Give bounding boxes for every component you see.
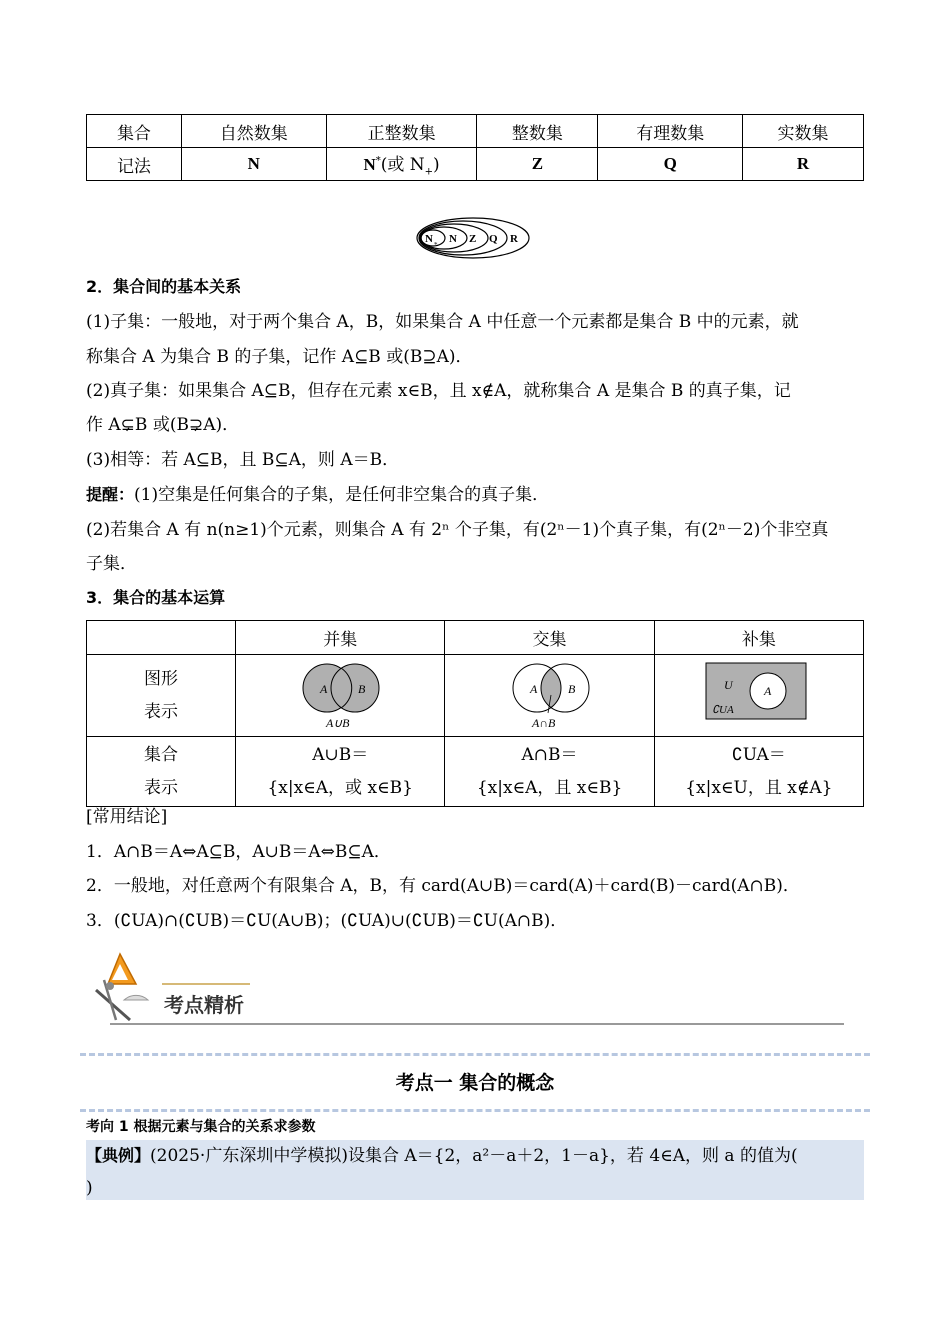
section-title: 考点一 集合的概念 — [395, 1072, 555, 1094]
nest-label: R — [510, 233, 518, 245]
complement-diagram-cell — [654, 655, 863, 737]
row-label — [87, 737, 236, 807]
row-label-line: 集合 — [144, 744, 179, 765]
table-row — [87, 621, 864, 655]
example-text: (2025·广东深圳中学模拟)设集合 A＝{2，a²－a＋2，1－a}，若 4∈A，则 a 的值为( — [150, 1146, 798, 1166]
nest-label: Z — [469, 233, 477, 245]
nest-label: N — [449, 233, 457, 245]
table-header-cell: 正整数集 — [326, 115, 477, 148]
subheading: 考向 1 根据元素与集合的关系求参数 — [86, 1119, 316, 1135]
table-header-cell: 自然数集 — [181, 115, 326, 148]
table-row — [87, 148, 864, 181]
table-header-cell: 整数集 — [477, 115, 598, 148]
nested-sets-diagram — [416, 216, 531, 260]
positive-integer-notation — [326, 148, 477, 181]
conclusions-title: [常用结论] — [86, 807, 168, 827]
example-line: ) — [86, 1178, 93, 1198]
table-row — [87, 115, 864, 148]
paragraph: (3)相等：若 A⊆B，且 B⊆A，则 A＝B． — [86, 450, 400, 470]
complement-definition — [654, 737, 863, 807]
nest-label: Q — [489, 233, 498, 245]
paragraph — [86, 478, 866, 512]
section-heading: 2．集合间的基本关系 — [86, 277, 242, 296]
table-header-cell: 实数集 — [743, 115, 864, 148]
union-venn-diagram — [280, 655, 400, 731]
union-definition — [236, 737, 445, 807]
row-label-line: 图形 — [144, 668, 179, 689]
example-label: 【典例】 — [86, 1146, 151, 1165]
section-heading: 3．集合的基本运算 — [86, 588, 226, 607]
venn-caption: A∪B — [326, 716, 350, 730]
paragraph: 称集合 A 为集合 B 的子集，记作 A⊆B 或(B⊇A)． — [86, 347, 473, 367]
table-header-cell: 集合 — [87, 115, 182, 148]
table-row — [87, 737, 864, 807]
banner-title: 考点精析 — [164, 993, 244, 1017]
intersection-diagram-cell — [445, 655, 654, 737]
definition-line: ∁UA＝ — [731, 744, 786, 765]
table-header-cell — [87, 621, 236, 655]
venn-label-b: B — [358, 682, 366, 696]
posint-sub: + — [424, 166, 434, 178]
posint-rest: (或 N — [380, 155, 425, 176]
conclusion-item: 2．一般地，对任意两个有限集合 A，B，有 card(A∪B)＝card(A)＋card(B)－card(A∩B)． — [86, 876, 800, 896]
venn-label-a: A — [763, 684, 772, 698]
section-banner — [90, 950, 850, 1030]
drafting-tools-icon — [96, 954, 148, 1020]
row-label-line: 表示 — [144, 701, 179, 722]
union-diagram-cell — [236, 655, 445, 737]
operations-table — [86, 620, 864, 807]
row-label-line: 表示 — [144, 777, 179, 798]
definition-line: {x|x∈A，或 x∈B} — [267, 777, 413, 798]
venn-caption: A∩B — [531, 716, 555, 730]
intersection-venn-diagram — [490, 655, 610, 731]
table-row-label: 记法 — [87, 148, 182, 181]
nest-label: N — [425, 233, 433, 245]
venn-label-b: B — [567, 682, 575, 696]
table-header-cell: 并集 — [236, 621, 445, 655]
paragraph: (2)真子集：如果集合 A⊆B，但存在元素 x∈B，且 x∉A，就称集合 A 是集合 B 的真子集，记 — [86, 381, 791, 401]
definition-line: {x|x∈A，且 x∈B} — [476, 777, 623, 798]
row-label — [87, 655, 236, 737]
natural-notation: N — [181, 148, 326, 181]
posint-main: N — [363, 155, 376, 175]
example-line — [86, 1140, 864, 1172]
divider — [80, 1109, 870, 1112]
posint-sup: * — [375, 155, 381, 167]
venn-caption: ∁UA — [711, 704, 734, 716]
paragraph: 子集． — [86, 554, 137, 574]
definition-line: A∪B＝ — [312, 744, 369, 765]
divider — [80, 1053, 870, 1056]
rational-notation: Q — [598, 148, 743, 181]
table-header-cell: 补集 — [654, 621, 863, 655]
example-box — [86, 1140, 864, 1200]
paragraph: (1)子集：一般地，对于两个集合 A，B，如果集合 A 中任意一个元素都是集合 B 中的元素，就 — [86, 312, 799, 332]
intersection-definition — [445, 737, 654, 807]
table-header-cell: 有理数集 — [598, 115, 743, 148]
definition-line: {x|x∈U，且 x∉A} — [685, 777, 833, 798]
number-sets-table — [86, 114, 864, 181]
venn-label-a: A — [529, 682, 537, 696]
table-row — [87, 655, 864, 737]
nest-label: * — [434, 241, 438, 249]
definition-line: A∩B＝ — [521, 744, 578, 765]
tip-text: (1)空集是任何集合的子集，是任何非空集合的真子集． — [134, 485, 550, 505]
real-notation: R — [743, 148, 864, 181]
conclusion-item: 1．A∩B＝A⇔A⊆B，A∪B＝A⇔B⊆A． — [86, 842, 391, 862]
complement-venn-diagram — [704, 661, 814, 725]
venn-label-a: A — [320, 682, 328, 696]
paragraph: 作 A⊊B 或(B⊋A)． — [86, 415, 240, 435]
integer-notation: Z — [477, 148, 598, 181]
conclusion-item: 3．(∁UA)∩(∁UB)＝∁U(A∪B)；(∁UA)∪(∁UB)＝∁U(A∩B)． — [86, 911, 568, 931]
venn-label-u: U — [723, 678, 733, 692]
posint-close: ) — [433, 155, 440, 176]
table-header-cell: 交集 — [445, 621, 654, 655]
tip-label: 提醒： — [86, 485, 135, 504]
paragraph: (2)若集合 A 有 n(n≥1)个元素，则集合 A 有 2ⁿ 个子集，有(2ⁿ－1)个真子集，有(2ⁿ－2)个非空真 — [86, 520, 829, 540]
